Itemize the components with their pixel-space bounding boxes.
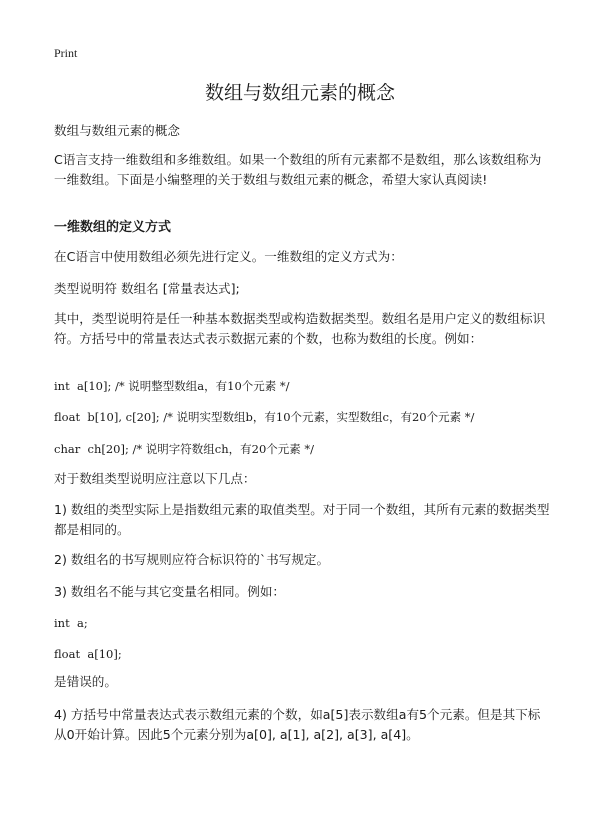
document-subtitle: 数组与数组元素的概念 [54,123,180,138]
explanation-paragraph: 其中，类型说明符是任一种基本数据类型或构造数据类型。数组名是用户定义的数组标识符。方括号中的常量表达式表示数据元素的个数，也称为数组的长度。例如： [54,311,546,346]
note-2: 2) 数组名的书写规则应符合标识符的`书写规定。 [54,552,330,567]
code-char-example: char ch[20]; /* 说明字符数组ch，有20个元素 */ [54,442,315,456]
code-float-a: float a[10]; [54,647,122,661]
note-1: 1) 数组的类型实际上是指数组元素的取值类型。对于同一个数组，其所有元素的数据类型都是相同的。 [54,502,550,537]
section-heading: 一维数组的定义方式 [54,220,172,235]
page-title: 数组与数组元素的概念 [204,82,395,104]
syntax-paragraph: 类型说明符 数组名 [常量表达式]; [54,281,240,296]
code-int-example: int a[10]; /* 说明整型数组a，有10个元素 */ [54,379,290,393]
note-4: 4) 方括号中常量表达式表示数组元素的个数，如a[5]表示数组a有5个元素。但是其下标从0开始计算。因此5个元素分别为a[0], a[1], a[2], a[3], a[4]。 [54,707,541,742]
notes-intro-paragraph: 对于数组类型说明应注意以下几点： [54,471,256,486]
intro-paragraph: C语言支持一维数组和多维数组。如果一个数组的所有元素都不是数组，那么该数组称为一维数组。下面是小编整理的关于数组与数组元素的概念，希望大家认真阅读! [54,152,542,187]
print-label: Print [54,46,78,60]
code-int-a: int a; [54,616,88,630]
note-3: 3) 数组名不能与其它变量名相同。例如： [54,584,286,599]
definition-paragraph: 在C语言中使用数组必须先进行定义。一维数组的定义方式为： [54,249,403,264]
code-float-example: float b[10], c[20]; /* 说明实型数组b，有10个元素，实型数组c，有20个元素 */ [54,410,475,424]
error-paragraph: 是错误的。 [54,674,117,689]
